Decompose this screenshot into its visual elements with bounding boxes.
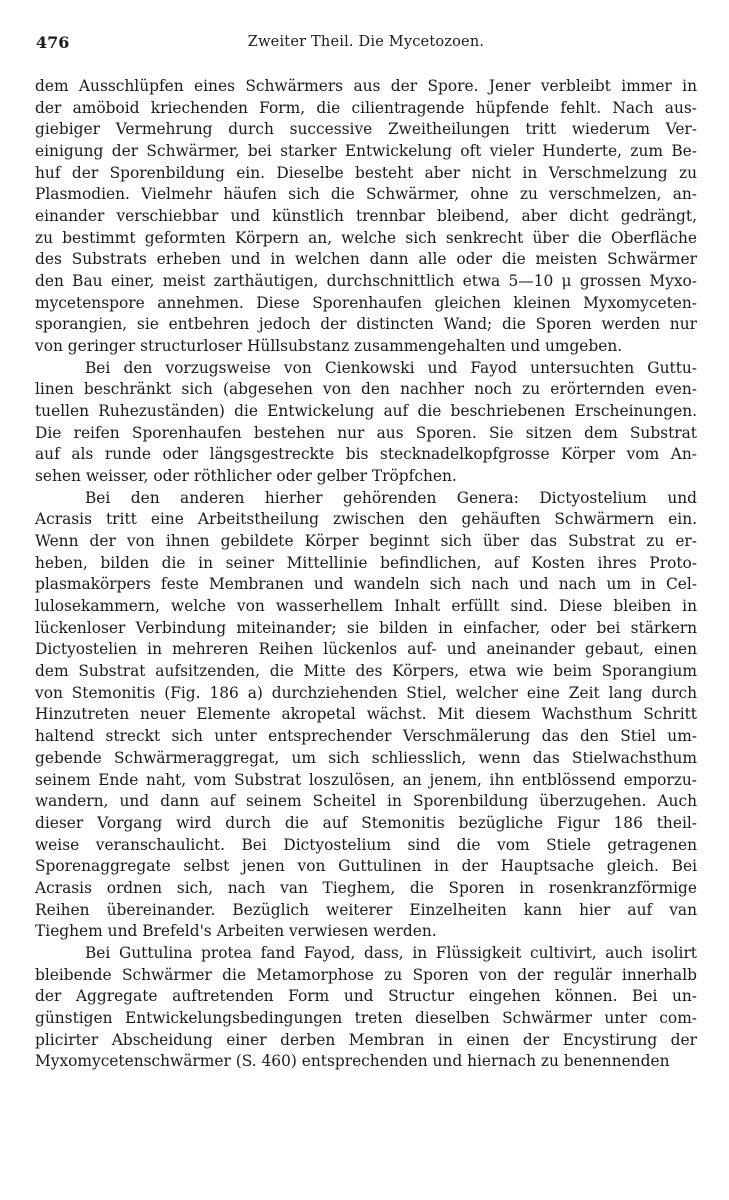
running-head: Zweiter Theil. Die Mycetozoen. [247,34,485,50]
text-line: lückenloser Verbindung miteinander; sie bilden in einfacher, oder bei stärkern [35,618,697,637]
text-line: sporangien, sie entbehren jedoch der distincten Wand; die Sporen werden nur [35,315,697,334]
text-line: einigung der Schwärmer, bei starker Entwickelung oft vieler Hunderte, zum Be- [35,142,697,161]
text-line: Bei den vorzugsweise von Cienkowski und Fayod untersuchten Guttu- [85,358,697,377]
text-line: bleibende Schwärmer die Metamorphose zu Sporen von der regulär innerhalb [35,965,697,984]
text-line: Myxomycetenschwärmer (S. 460) entsprechenden und hiernach zu benennenden [35,1052,670,1071]
text-line: Sporenaggregate selbst jenen von Guttulinen in der Hauptsache gleich. Bei [35,857,697,876]
text-line: haltend streckt sich unter entsprechender Verschmälerung das den Stiel um- [35,727,697,746]
text-line: günstigen Entwickelungsbedingungen treten dieselben Schwärmer unter com- [35,1008,697,1027]
text-line: des Substrats erheben und in welchen dann alle oder die meisten Schwärmer [35,250,697,269]
text-line: einander verschiebbar und künstlich trennbar bleibend, aber dicht gedrängt, [35,207,697,226]
text-line: weise veranschaulicht. Bei Dictyostelium sind die vom Stiele getragenen [35,835,697,854]
text-line: linen beschränkt sich (abgesehen von den nachher noch zu erörternden even- [35,380,697,399]
text-line: dieser Vorgang wird durch die auf Stemonitis bezügliche Figur 186 theil- [35,813,697,832]
text-line: Plasmodien. Vielmehr häufen sich die Schwärmer, ohne zu verschmelzen, an- [35,185,697,204]
text-line: Dictyostelien in mehreren Reihen lückenlos auf- und aneinander gebaut, einen [35,640,697,659]
text-line: Hinzutreten neuer Elemente akropetal wächst. Mit diesem Wachsthum Schritt [35,705,697,724]
text-line: Wenn der von ihnen gebildete Körper beginnt sich über das Substrat zu er- [35,532,697,551]
text-line: der Aggregate auftretenden Form und Structur eingehen können. Bei un- [35,987,697,1006]
text-line: Reihen übereinander. Bezüglich weiterer Einzelheiten kann hier auf van [35,900,697,919]
text-line: auf als runde oder längsgestreckte bis stecknadelkopfgrosse Körper vom An- [35,445,697,464]
paragraph [35,943,697,1073]
text-line: mycetenspore annehmen. Diese Sporenhaufen gleichen kleinen Myxomyceten- [35,293,697,312]
text-line: giebiger Vermehrung durch successive Zweitheilungen tritt wiederum Ver- [35,120,697,139]
text-line: gebende Schwärmeraggregat, um sich schliesslich, wenn das Stielwachsthum [35,748,697,767]
text-line: dem Ausschlüpfen eines Schwärmers aus der Spore. Jener verbleibt immer in [35,77,697,95]
text-line: wandern, und dann auf seinem Scheitel in Sporenbildung überzugehen. Auch [35,792,697,811]
text-line: von geringer structurloser Hüllsubstanz zusammengehalten und umgeben. [35,337,623,356]
page-number: 476 [36,33,70,52]
text-line: plicirter Abscheidung einer derben Membran in einen der Encystirung der [35,1030,697,1049]
text-line: Bei den anderen hierher gehörenden Genera: Dictyostelium und [85,488,697,507]
paragraph [35,358,697,488]
text-line: Bei Guttulina protea fand Fayod, dass, in Flüssigkeit cultivirt, auch isolirt [85,943,697,962]
text-line: tuellen Ruhezuständen) die Entwickelung auf die beschriebenen Erscheinungen. [35,402,697,421]
text-line: lulosekammern, welche von wasserhellem Inhalt erfüllt sind. Diese bleiben in [35,597,697,616]
text-line: huf der Sporenbildung ein. Dieselbe besteht aber nicht in Verschmelzung zu [35,163,697,182]
paragraph [35,76,697,358]
text-line: heben, bilden die in seiner Mittellinie befindlichen, auf Kosten ihres Proto- [35,553,697,572]
body-text [35,76,697,1073]
paragraph [35,488,697,943]
text-line: Acrasis tritt eine Arbeitstheilung zwischen den gehäuften Schwärmern ein. [35,510,697,529]
text-line: der amöboid kriechenden Form, die cilientragende hüpfende fehlt. Nach aus- [35,98,697,117]
text-line: seinem Ende naht, vom Substrat loszulösen, an jenem, ihn entblössend emporzu- [35,770,697,789]
text-line: zu bestimmt geformten Körpern an, welche sich senkrecht über die Oberfläche [35,228,697,247]
text-line: Tieghem und Brefeld's Arbeiten verwiesen werden. [35,922,437,941]
text-line: dem Substrat aufsitzenden, die Mitte des Körpers, etwa wie beim Sporangium [35,662,697,681]
text-line: Acrasis ordnen sich, nach van Tieghem, die Sporen in rosenkranzförmige [35,878,697,897]
text-line: den Bau einer, meist zarthäutigen, durchschnittlich etwa 5—10 μ grossen Myxo- [35,272,697,291]
text-line: plasmakörpers feste Membranen und wandeln sich nach und nach um in Cel- [35,575,697,594]
text-line: von Stemonitis (Fig. 186 a) durchziehenden Stiel, welcher eine Zeit lang durch [35,683,697,702]
text-line: Die reifen Sporenhaufen bestehen nur aus Sporen. Sie sitzen dem Substrat [35,423,697,442]
page-header [36,33,696,57]
text-line: sehen weisser, oder röthlicher oder gelber Tröpfchen. [35,467,457,486]
